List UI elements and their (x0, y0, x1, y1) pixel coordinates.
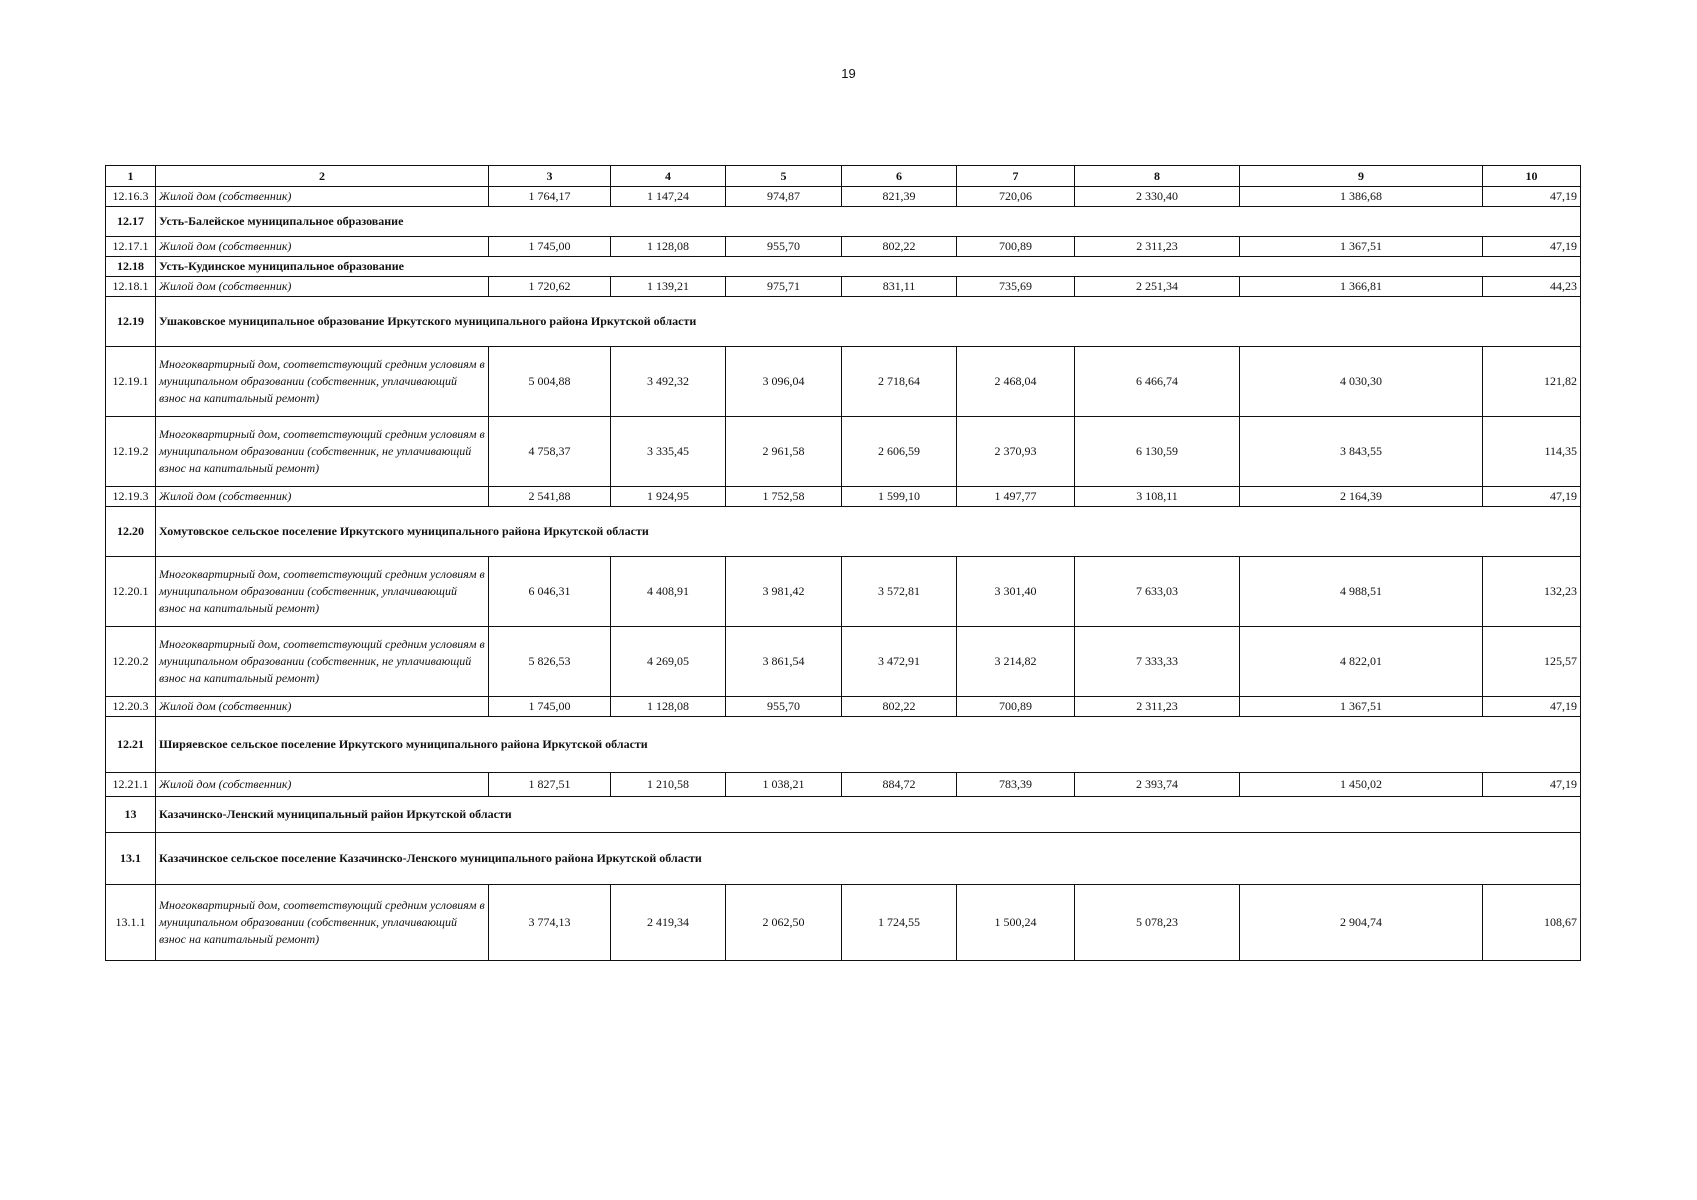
column-header: 9 (1240, 166, 1483, 187)
row-value: 2 468,04 (957, 347, 1075, 417)
row-value: 1 724,55 (842, 885, 957, 961)
row-name: Жилой дом (собственник) (156, 773, 489, 797)
table-row (106, 487, 1581, 507)
row-value: 3 472,91 (842, 627, 957, 697)
row-code: 12.17 (106, 207, 156, 237)
row-code: 12.21 (106, 717, 156, 773)
row-value: 125,57 (1483, 627, 1581, 697)
row-value: 2 961,58 (726, 417, 842, 487)
table-row (106, 417, 1581, 487)
row-value: 831,11 (842, 277, 957, 297)
row-code: 12.19.2 (106, 417, 156, 487)
row-value: 4 758,37 (489, 417, 611, 487)
table-row (106, 697, 1581, 717)
row-value: 47,19 (1483, 697, 1581, 717)
page-number: 19 (841, 66, 856, 81)
row-value: 1 745,00 (489, 237, 611, 257)
row-value: 7 333,33 (1075, 627, 1240, 697)
row-value: 802,22 (842, 697, 957, 717)
column-header: 2 (156, 166, 489, 187)
row-value: 2 311,23 (1075, 237, 1240, 257)
row-value: 4 269,05 (611, 627, 726, 697)
row-value: 2 393,74 (1075, 773, 1240, 797)
table-group-row (106, 797, 1581, 833)
row-value: 700,89 (957, 237, 1075, 257)
row-value: 132,23 (1483, 557, 1581, 627)
row-name: Многоквартирный дом, соответствующий средним условиям в муниципальном образовании (собственник, уплачивающий взнос на капитальный ремонт) (156, 885, 489, 961)
row-name: Жилой дом (собственник) (156, 187, 489, 207)
row-value: 1 367,51 (1240, 237, 1483, 257)
row-value: 4 822,01 (1240, 627, 1483, 697)
row-name: Многоквартирный дом, соответствующий средним условиям в муниципальном образовании (собственник, не уплачивающий взнос на капитальный ремонт) (156, 417, 489, 487)
row-code: 12.19.3 (106, 487, 156, 507)
row-value: 5 078,23 (1075, 885, 1240, 961)
row-value: 1 924,95 (611, 487, 726, 507)
row-code: 12.20.1 (106, 557, 156, 627)
row-value: 821,39 (842, 187, 957, 207)
row-value: 2 718,64 (842, 347, 957, 417)
row-value: 955,70 (726, 697, 842, 717)
table-row (106, 627, 1581, 697)
column-header: 1 (106, 166, 156, 187)
row-value: 1 745,00 (489, 697, 611, 717)
row-name: Жилой дом (собственник) (156, 487, 489, 507)
table-group-row (106, 207, 1581, 237)
row-value: 6 046,31 (489, 557, 611, 627)
row-value: 1 386,68 (1240, 187, 1483, 207)
row-value: 3 981,42 (726, 557, 842, 627)
row-name: Ушаковское муниципальное образование Иркутского муниципального района Иркутской области (156, 297, 1581, 347)
row-value: 2 164,39 (1240, 487, 1483, 507)
row-value: 3 492,32 (611, 347, 726, 417)
table-group-row (106, 507, 1581, 557)
table-row (106, 557, 1581, 627)
row-value: 3 572,81 (842, 557, 957, 627)
row-name: Жилой дом (собственник) (156, 277, 489, 297)
row-value: 1 139,21 (611, 277, 726, 297)
row-value: 1 599,10 (842, 487, 957, 507)
row-value: 2 370,93 (957, 417, 1075, 487)
row-value: 884,72 (842, 773, 957, 797)
row-value: 2 330,40 (1075, 187, 1240, 207)
row-name: Жилой дом (собственник) (156, 237, 489, 257)
tariff-table (105, 165, 1581, 961)
row-value: 114,35 (1483, 417, 1581, 487)
row-value: 3 774,13 (489, 885, 611, 961)
table-row (106, 277, 1581, 297)
column-header: 3 (489, 166, 611, 187)
row-value: 1 038,21 (726, 773, 842, 797)
row-value: 1 827,51 (489, 773, 611, 797)
row-value: 2 062,50 (726, 885, 842, 961)
row-code: 12.20 (106, 507, 156, 557)
row-name: Многоквартирный дом, соответствующий средним условиям в муниципальном образовании (собственник, уплачивающий взнос на капитальный ремонт) (156, 347, 489, 417)
row-name: Казачинское сельское поселение Казачинско-Ленского муниципального района Иркутской области (156, 833, 1581, 885)
row-code: 12.17.1 (106, 237, 156, 257)
row-value: 2 251,34 (1075, 277, 1240, 297)
row-value: 5 826,53 (489, 627, 611, 697)
row-name: Многоквартирный дом, соответствующий средним условиям в муниципальном образовании (собственник, не уплачивающий взнос на капитальный ремонт) (156, 627, 489, 697)
row-code: 12.19 (106, 297, 156, 347)
table-row (106, 347, 1581, 417)
row-name: Казачинско-Ленский муниципальный район Иркутской области (156, 797, 1581, 833)
row-name: Усть-Балейское муниципальное образование (156, 207, 1581, 237)
table-group-row (106, 257, 1581, 277)
row-value: 975,71 (726, 277, 842, 297)
table-group-row (106, 833, 1581, 885)
row-value: 6 466,74 (1075, 347, 1240, 417)
row-value: 720,06 (957, 187, 1075, 207)
table-group-row (106, 717, 1581, 773)
table-row (106, 237, 1581, 257)
column-header: 5 (726, 166, 842, 187)
row-name: Усть-Кудинское муниципальное образование (156, 257, 1581, 277)
row-value: 4 988,51 (1240, 557, 1483, 627)
row-value: 47,19 (1483, 487, 1581, 507)
row-code: 12.21.1 (106, 773, 156, 797)
row-value: 4 408,91 (611, 557, 726, 627)
row-value: 1 128,08 (611, 697, 726, 717)
row-name: Ширяевское сельское поселение Иркутского муниципального района Иркутской области (156, 717, 1581, 773)
column-header: 7 (957, 166, 1075, 187)
row-value: 121,82 (1483, 347, 1581, 417)
table-group-row (106, 297, 1581, 347)
row-value: 700,89 (957, 697, 1075, 717)
row-value: 3 214,82 (957, 627, 1075, 697)
row-code: 13.1.1 (106, 885, 156, 961)
row-value: 2 904,74 (1240, 885, 1483, 961)
row-value: 3 096,04 (726, 347, 842, 417)
row-value: 1 147,24 (611, 187, 726, 207)
row-code: 12.19.1 (106, 347, 156, 417)
row-code: 12.16.3 (106, 187, 156, 207)
column-header: 6 (842, 166, 957, 187)
row-value: 47,19 (1483, 773, 1581, 797)
row-value: 44,23 (1483, 277, 1581, 297)
row-value: 7 633,03 (1075, 557, 1240, 627)
row-value: 1 210,58 (611, 773, 726, 797)
row-name: Хомутовское сельское поселение Иркутского муниципального района Иркутской области (156, 507, 1581, 557)
row-value: 3 108,11 (1075, 487, 1240, 507)
row-value: 1 764,17 (489, 187, 611, 207)
row-value: 2 541,88 (489, 487, 611, 507)
row-value: 2 419,34 (611, 885, 726, 961)
header-row (106, 166, 1581, 187)
table-row (106, 885, 1581, 961)
row-value: 47,19 (1483, 187, 1581, 207)
row-value: 47,19 (1483, 237, 1581, 257)
row-value: 1 450,02 (1240, 773, 1483, 797)
row-value: 2 311,23 (1075, 697, 1240, 717)
row-code: 13.1 (106, 833, 156, 885)
row-name: Жилой дом (собственник) (156, 697, 489, 717)
row-value: 1 128,08 (611, 237, 726, 257)
row-value: 3 301,40 (957, 557, 1075, 627)
column-header: 8 (1075, 166, 1240, 187)
row-value: 4 030,30 (1240, 347, 1483, 417)
row-value: 5 004,88 (489, 347, 611, 417)
row-value: 1 500,24 (957, 885, 1075, 961)
row-value: 735,69 (957, 277, 1075, 297)
row-value: 802,22 (842, 237, 957, 257)
row-value: 6 130,59 (1075, 417, 1240, 487)
row-value: 3 861,54 (726, 627, 842, 697)
table-row (106, 187, 1581, 207)
column-header: 10 (1483, 166, 1581, 187)
row-code: 12.18 (106, 257, 156, 277)
row-code: 12.20.2 (106, 627, 156, 697)
row-name: Многоквартирный дом, соответствующий средним условиям в муниципальном образовании (собственник, уплачивающий взнос на капитальный ремонт) (156, 557, 489, 627)
column-header: 4 (611, 166, 726, 187)
table-body (106, 187, 1581, 961)
row-value: 974,87 (726, 187, 842, 207)
table-row (106, 773, 1581, 797)
row-value: 1 366,81 (1240, 277, 1483, 297)
row-value: 955,70 (726, 237, 842, 257)
row-value: 783,39 (957, 773, 1075, 797)
row-code: 12.18.1 (106, 277, 156, 297)
row-value: 1 497,77 (957, 487, 1075, 507)
row-value: 1 720,62 (489, 277, 611, 297)
row-value: 1 367,51 (1240, 697, 1483, 717)
row-code: 12.20.3 (106, 697, 156, 717)
row-value: 108,67 (1483, 885, 1581, 961)
row-value: 1 752,58 (726, 487, 842, 507)
row-value: 3 843,55 (1240, 417, 1483, 487)
row-value: 3 335,45 (611, 417, 726, 487)
row-code: 13 (106, 797, 156, 833)
row-value: 2 606,59 (842, 417, 957, 487)
